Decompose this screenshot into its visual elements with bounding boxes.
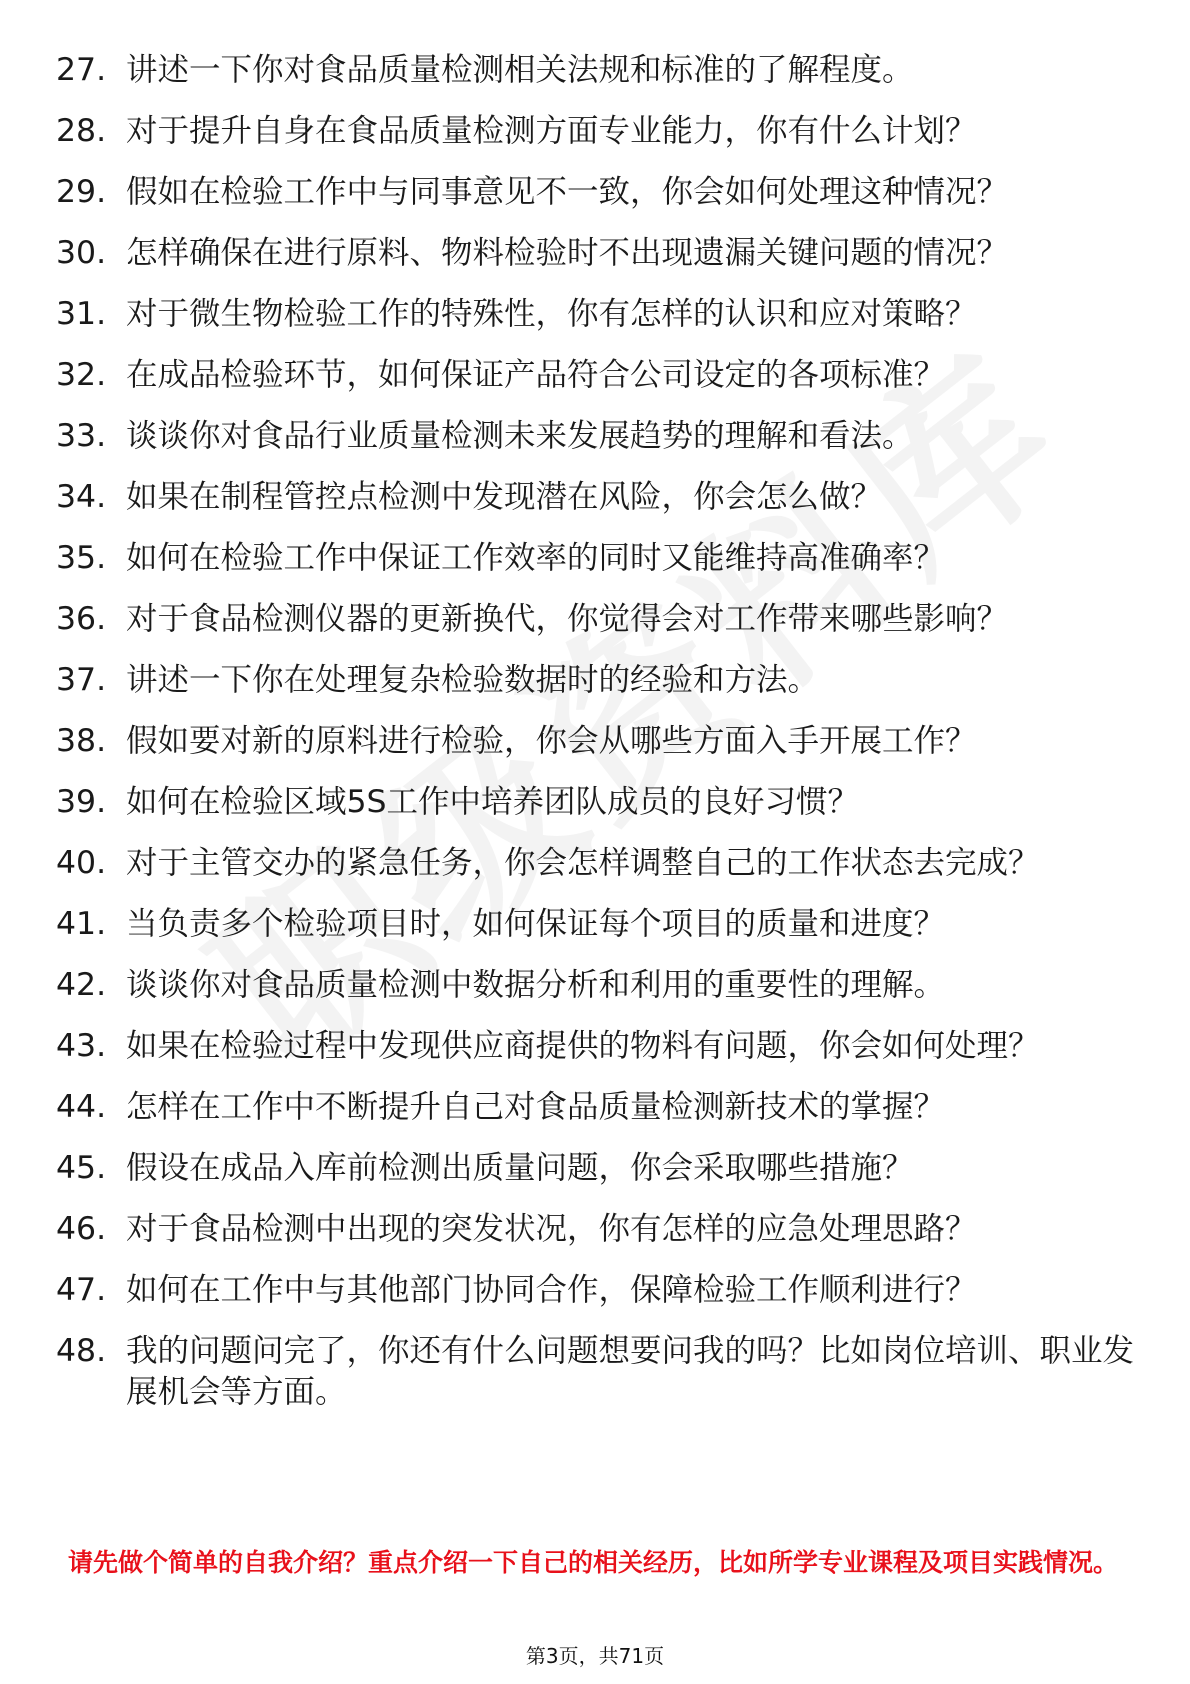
question-text: 假如要对新的原料进行检验，你会从哪些方面入手开展工作？ bbox=[126, 723, 977, 759]
question-item bbox=[56, 965, 1136, 1006]
question-item bbox=[56, 1148, 1136, 1189]
question-text: 对于微生物检验工作的特殊性，你有怎样的认识和应对策略？ bbox=[126, 296, 977, 332]
page-number: 第3页，共71页 bbox=[525, 1644, 665, 1668]
question-text: 如何在检验区域5S工作中培养团队成员的良好习惯？ bbox=[126, 784, 860, 820]
question-item bbox=[56, 50, 1136, 91]
question-item bbox=[56, 355, 1136, 396]
question-number: 27. bbox=[56, 52, 107, 88]
question-number: 28. bbox=[56, 113, 107, 149]
question-item bbox=[56, 233, 1136, 274]
question-text: 如果在检验过程中发现供应商提供的物料有问题，你会如何处理？ bbox=[126, 1028, 1040, 1064]
question-text: 在成品检验环节，如何保证产品符合公司设定的各项标准？ bbox=[126, 357, 946, 393]
question-item bbox=[56, 904, 1136, 945]
question-number: 42. bbox=[56, 967, 107, 1003]
question-item bbox=[56, 843, 1136, 884]
question-number: 31. bbox=[56, 296, 107, 332]
question-number: 45. bbox=[56, 1150, 107, 1186]
question-number: 44. bbox=[56, 1089, 107, 1125]
question-item bbox=[56, 721, 1136, 762]
question-number: 46. bbox=[56, 1211, 107, 1247]
question-list bbox=[56, 50, 1136, 1433]
question-item bbox=[56, 1270, 1136, 1311]
question-number: 32. bbox=[56, 357, 107, 393]
question-text: 对于提升自身在食品质量检测方面专业能力，你有什么计划？ bbox=[126, 113, 977, 149]
question-text: 假如在检验工作中与同事意见不一致，你会如何处理这种情况？ bbox=[126, 174, 1009, 210]
question-item bbox=[56, 477, 1136, 518]
question-text: 谈谈你对食品质量检测中数据分析和利用的重要性的理解。 bbox=[126, 967, 946, 1003]
question-item bbox=[56, 1026, 1136, 1067]
question-text: 当负责多个检验项目时，如何保证每个项目的质量和进度？ bbox=[126, 906, 946, 942]
question-number: 36. bbox=[56, 601, 107, 637]
question-text: 如果在制程管控点检测中发现潜在风险，你会怎么做？ bbox=[126, 479, 883, 515]
question-item bbox=[56, 782, 1136, 823]
question-number: 41. bbox=[56, 906, 107, 942]
question-item bbox=[56, 660, 1136, 701]
question-item bbox=[56, 416, 1136, 457]
question-text: 如何在工作中与其他部门协同合作，保障检验工作顺利进行？ bbox=[126, 1272, 977, 1308]
question-number: 38. bbox=[56, 723, 107, 759]
question-number: 37. bbox=[56, 662, 107, 698]
question-text: 对于食品检测仪器的更新换代，你觉得会对工作带来哪些影响？ bbox=[126, 601, 1009, 637]
question-text: 怎样在工作中不断提升自己对食品质量检测新技术的掌握？ bbox=[126, 1089, 946, 1125]
question-text: 讲述一下你对食品质量检测相关法规和标准的了解程度。 bbox=[126, 52, 914, 88]
question-number: 30. bbox=[56, 235, 107, 271]
question-text: 对于主管交办的紧急任务，你会怎样调整自己的工作状态去完成？ bbox=[126, 845, 1040, 881]
question-text: 假设在成品入库前检测出质量问题，你会采取哪些措施？ bbox=[126, 1150, 914, 1186]
question-text: 如何在检验工作中保证工作效率的同时又能维持高准确率？ bbox=[126, 540, 946, 576]
question-item bbox=[56, 1087, 1136, 1128]
question-item bbox=[56, 172, 1136, 213]
question-number: 40. bbox=[56, 845, 107, 881]
question-number: 47. bbox=[56, 1272, 107, 1308]
question-text: 谈谈你对食品行业质量检测未来发展趋势的理解和看法。 bbox=[126, 418, 914, 454]
highlighted-question: 请先做个简单的自我介绍？重点介绍一下自己的相关经历，比如所学专业课程及项目实践情况。 bbox=[68, 1548, 1119, 1577]
question-text: 怎样确保在进行原料、物料检验时不出现遗漏关键问题的情况？ bbox=[126, 235, 1009, 271]
question-number: 39. bbox=[56, 784, 107, 820]
question-number: 35. bbox=[56, 540, 107, 576]
question-item bbox=[56, 294, 1136, 335]
question-number: 43. bbox=[56, 1028, 107, 1064]
question-number: 48. bbox=[56, 1333, 107, 1369]
question-item bbox=[56, 1331, 1136, 1413]
question-text: 讲述一下你在处理复杂检验数据时的经验和方法。 bbox=[126, 662, 820, 698]
question-text: 我的问题问完了，你还有什么问题想要问我的吗？比如岗位培训、职业发展机会等方面。 bbox=[126, 1333, 1135, 1410]
question-item bbox=[56, 111, 1136, 152]
question-item bbox=[56, 599, 1136, 640]
question-number: 29. bbox=[56, 174, 107, 210]
question-text: 对于食品检测中出现的突发状况，你有怎样的应急处理思路？ bbox=[126, 1211, 977, 1247]
question-number: 34. bbox=[56, 479, 107, 515]
question-item bbox=[56, 538, 1136, 579]
question-number: 33. bbox=[56, 418, 107, 454]
question-item bbox=[56, 1209, 1136, 1250]
